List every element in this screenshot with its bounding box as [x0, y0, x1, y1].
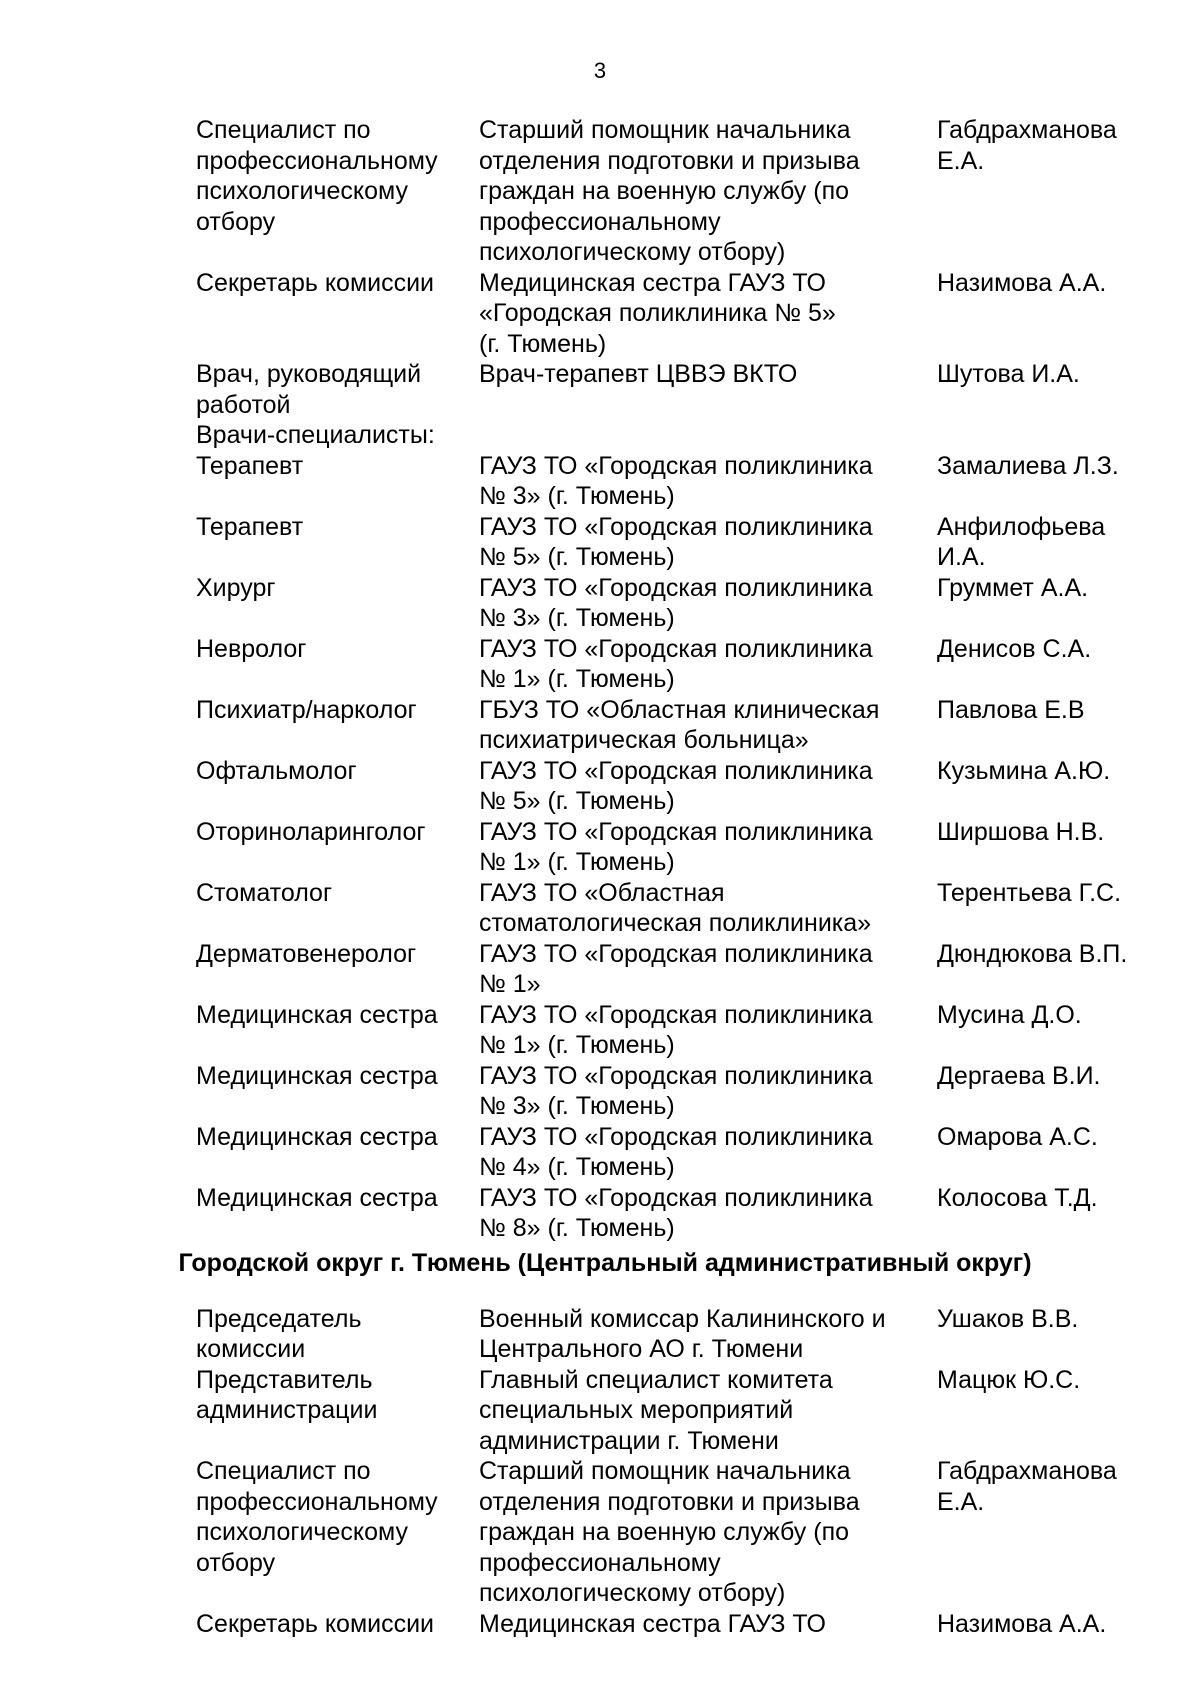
commission-table-1 — [0, 115, 1200, 1244]
table-row — [0, 1456, 1200, 1609]
commission-list — [0, 115, 1200, 1639]
role-cell: Невролог — [196, 634, 307, 663]
organization-cell: ГАУЗ ТО «Городская поликлиника № 1» — [479, 939, 873, 998]
role-cell: Стоматолог — [196, 878, 333, 907]
role-cell: Медицинская сестра — [196, 1183, 438, 1212]
role-cell: Врачи-специалисты: — [196, 421, 435, 449]
organization-cell: Старший помощник начальника отделения подготовки и призыва граждан на военную службу (по профессиональному психологическому отбору) — [479, 1457, 860, 1607]
role-cell: Специалист по профессиональному психологическому отбору — [196, 116, 438, 236]
name-cell: Габдрахманова Е.А. — [937, 1457, 1117, 1516]
role-cell: Терапевт — [196, 451, 304, 480]
table-row — [0, 359, 1200, 420]
organization-cell: Медицинская сестра ГАУЗ ТО — [479, 1609, 826, 1638]
name-cell: Денисов С.А. — [937, 634, 1092, 663]
name-cell: Терентьева Г.С. — [937, 878, 1122, 907]
name-cell: Омарова А.С. — [937, 1122, 1098, 1151]
name-cell: Кузьмина А.Ю. — [937, 756, 1111, 785]
role-cell: Оториноларинголог — [196, 817, 426, 846]
section-heading — [0, 1244, 1200, 1304]
table-row — [0, 817, 1200, 878]
role-cell: Врач, руководящий работой — [196, 360, 422, 419]
organization-cell: ГАУЗ ТО «Городская поликлиника № 1» (г. Тюмень) — [479, 817, 873, 876]
role-cell: Медицинская сестра — [196, 1000, 438, 1029]
role-cell: Председатель комиссии — [196, 1304, 362, 1363]
commission-table-2 — [0, 1304, 1200, 1640]
table-row — [0, 756, 1200, 817]
name-cell: Шутова И.А. — [937, 360, 1080, 388]
name-cell: Габдрахманова Е.А. — [937, 116, 1117, 175]
name-cell: Ширшова Н.В. — [937, 817, 1105, 846]
table-row — [0, 512, 1200, 573]
table-row — [0, 1061, 1200, 1122]
organization-cell: ГАУЗ ТО «Городская поликлиника № 3» (г. Тюмень) — [479, 1061, 873, 1120]
table-row — [0, 634, 1200, 695]
role-cell: Представитель администрации — [196, 1365, 378, 1424]
table-row — [0, 420, 1200, 451]
role-cell: Медицинская сестра — [196, 1122, 438, 1151]
organization-cell: ГАУЗ ТО «Городская поликлиника № 3» (г. Тюмень) — [479, 573, 873, 632]
name-cell: Замалиева Л.З. — [937, 451, 1119, 480]
organization-cell: Медицинская сестра ГАУЗ ТО «Городская поликлиника № 5» (г. Тюмень) — [479, 268, 836, 358]
role-cell: Психиатр/нарколог — [196, 695, 417, 724]
organization-cell: ГАУЗ ТО «Городская поликлиника № 8» (г. Тюмень) — [479, 1183, 873, 1242]
role-cell: Секретарь комиссии — [196, 268, 435, 297]
role-cell: Секретарь комиссии — [196, 1609, 435, 1638]
table-row — [0, 268, 1200, 360]
name-cell: Павлова Е.В — [937, 695, 1085, 724]
organization-cell: ГАУЗ ТО «Областная стоматологическая поликлиника» — [479, 878, 872, 937]
table-row — [0, 1183, 1200, 1244]
organization-cell: ГАУЗ ТО «Городская поликлиника № 4» (г. Тюмень) — [479, 1122, 873, 1181]
table-row — [0, 1609, 1200, 1640]
table-row — [0, 451, 1200, 512]
name-cell: Дергаева В.И. — [937, 1061, 1101, 1090]
organization-cell: ГАУЗ ТО «Городская поликлиника № 5» (г. Тюмень) — [479, 512, 873, 571]
name-cell: Назимова А.А. — [937, 1609, 1107, 1638]
name-cell: Мусина Д.О. — [937, 1000, 1082, 1029]
organization-cell: Старший помощник начальника отделения подготовки и призыва граждан на военную службу (по профессиональному психологическому отбору) — [479, 116, 860, 266]
name-cell: Мацюк Ю.С. — [937, 1365, 1081, 1394]
role-cell: Терапевт — [196, 512, 304, 541]
name-cell: Анфилофьева И.А. — [937, 512, 1106, 571]
name-cell: Дюндюкова В.П. — [937, 939, 1128, 968]
name-cell: Груммет А.А. — [937, 573, 1089, 602]
role-cell: Хирург — [196, 573, 276, 602]
table-row — [0, 115, 1200, 268]
organization-cell: ГАУЗ ТО «Городская поликлиника № 1» (г. Тюмень) — [479, 1000, 873, 1059]
organization-cell: ГАУЗ ТО «Городская поликлиника № 5» (г. Тюмень) — [479, 756, 873, 815]
organization-cell: Военный комиссар Калининского и Центрального АО г. Тюмени — [479, 1304, 886, 1363]
role-cell: Дерматовенеролог — [196, 939, 417, 968]
table-row — [0, 573, 1200, 634]
organization-cell: Главный специалист комитета специальных мероприятий администрации г. Тюмени — [479, 1365, 833, 1455]
name-cell: Назимова А.А. — [937, 268, 1107, 297]
role-cell: Офтальмолог — [196, 756, 357, 785]
organization-cell: Врач-терапевт ЦВВЭ ВКТО — [479, 360, 798, 388]
role-cell: Медицинская сестра — [196, 1061, 438, 1090]
table-row — [0, 1122, 1200, 1183]
table-row — [0, 1365, 1200, 1457]
section-heading-text: Городской округ г. Тюмень (Центральный административный округ) — [178, 1248, 1032, 1277]
page-number: 3 — [593, 58, 607, 83]
name-cell: Колосова Т.Д. — [937, 1183, 1098, 1212]
organization-cell: ГАУЗ ТО «Городская поликлиника № 1» (г. Тюмень) — [479, 634, 873, 693]
organization-cell: ГАУЗ ТО «Городская поликлиника № 3» (г. Тюмень) — [479, 451, 873, 510]
role-cell: Специалист по профессиональному психологическому отбору — [196, 1457, 438, 1577]
table-row — [0, 1304, 1200, 1365]
table-row — [0, 695, 1200, 756]
name-cell: Ушаков В.В. — [937, 1304, 1079, 1333]
table-row — [0, 939, 1200, 1000]
organization-cell: ГБУЗ ТО «Областная клиническая психиатрическая больница» — [479, 695, 880, 754]
table-row — [0, 1000, 1200, 1061]
table-row — [0, 878, 1200, 939]
